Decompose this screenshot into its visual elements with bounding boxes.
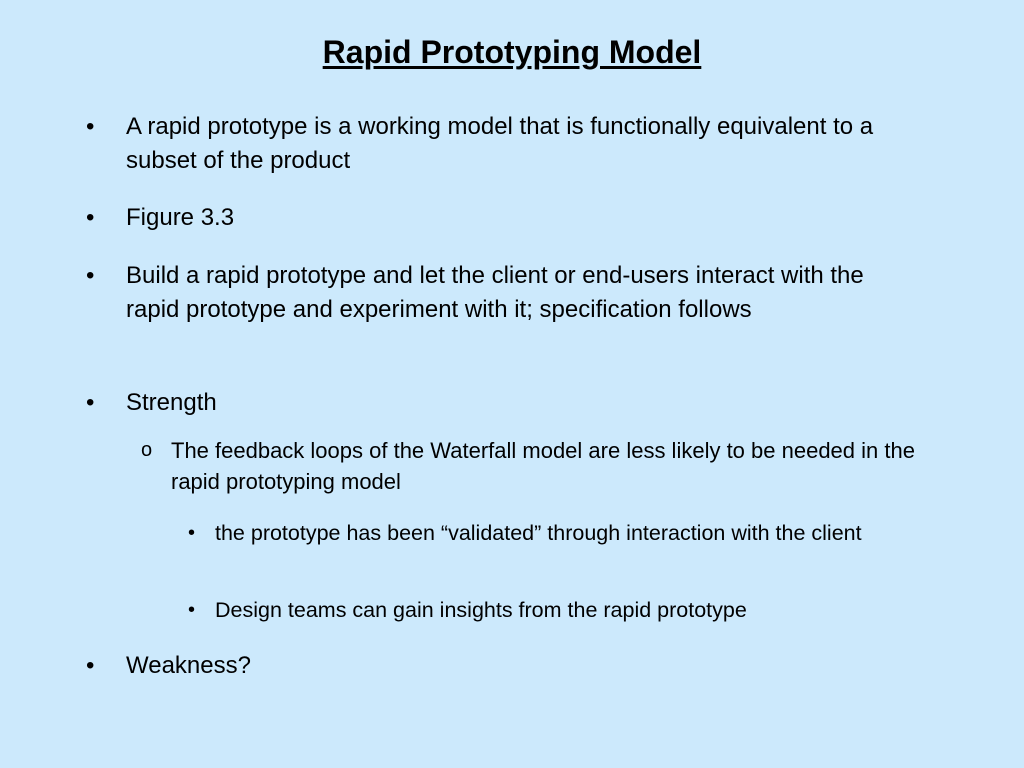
- circle-bullet-marker: o: [141, 439, 153, 461]
- sub-sub-bullet-item: [188, 595, 938, 626]
- sub-bullet-text: The feedback loops of the Waterfall model are less likely to be needed in the rapid prototyping model: [171, 438, 915, 494]
- bullet-item: [86, 110, 916, 178]
- bullet-item: [86, 259, 916, 327]
- slide-title: Rapid Prototyping Model: [322, 34, 702, 70]
- bullet-text: Strength: [126, 389, 217, 416]
- bullet-item: [86, 201, 916, 235]
- sub-bullet-item: [141, 435, 931, 497]
- bullet-marker: •: [86, 204, 95, 231]
- bullet-marker: •: [188, 522, 196, 544]
- bullet-text: Build a rapid prototype and let the client or end-users interact with the rapid prototype and experiment with it; specification follows: [126, 262, 864, 323]
- bullet-marker: •: [86, 389, 95, 416]
- bullet-item: [86, 386, 916, 420]
- bullet-item: [86, 649, 916, 683]
- sub-sub-bullet-text: Design teams can gain insights from the rapid prototype: [215, 598, 747, 622]
- bullet-marker: •: [188, 599, 196, 621]
- bullet-text: Figure 3.3: [126, 204, 235, 231]
- sub-sub-bullet-text: the prototype has been “validated” through interaction with the client: [215, 521, 862, 545]
- bullet-marker: •: [86, 262, 95, 289]
- bullet-text: Weakness?: [126, 652, 251, 679]
- sub-sub-bullet-item: [188, 518, 938, 549]
- bullet-text: A rapid prototype is a working model that is functionally equivalent to a subset of the product: [126, 113, 874, 174]
- bullet-marker: •: [86, 113, 95, 140]
- bullet-marker: •: [86, 652, 95, 679]
